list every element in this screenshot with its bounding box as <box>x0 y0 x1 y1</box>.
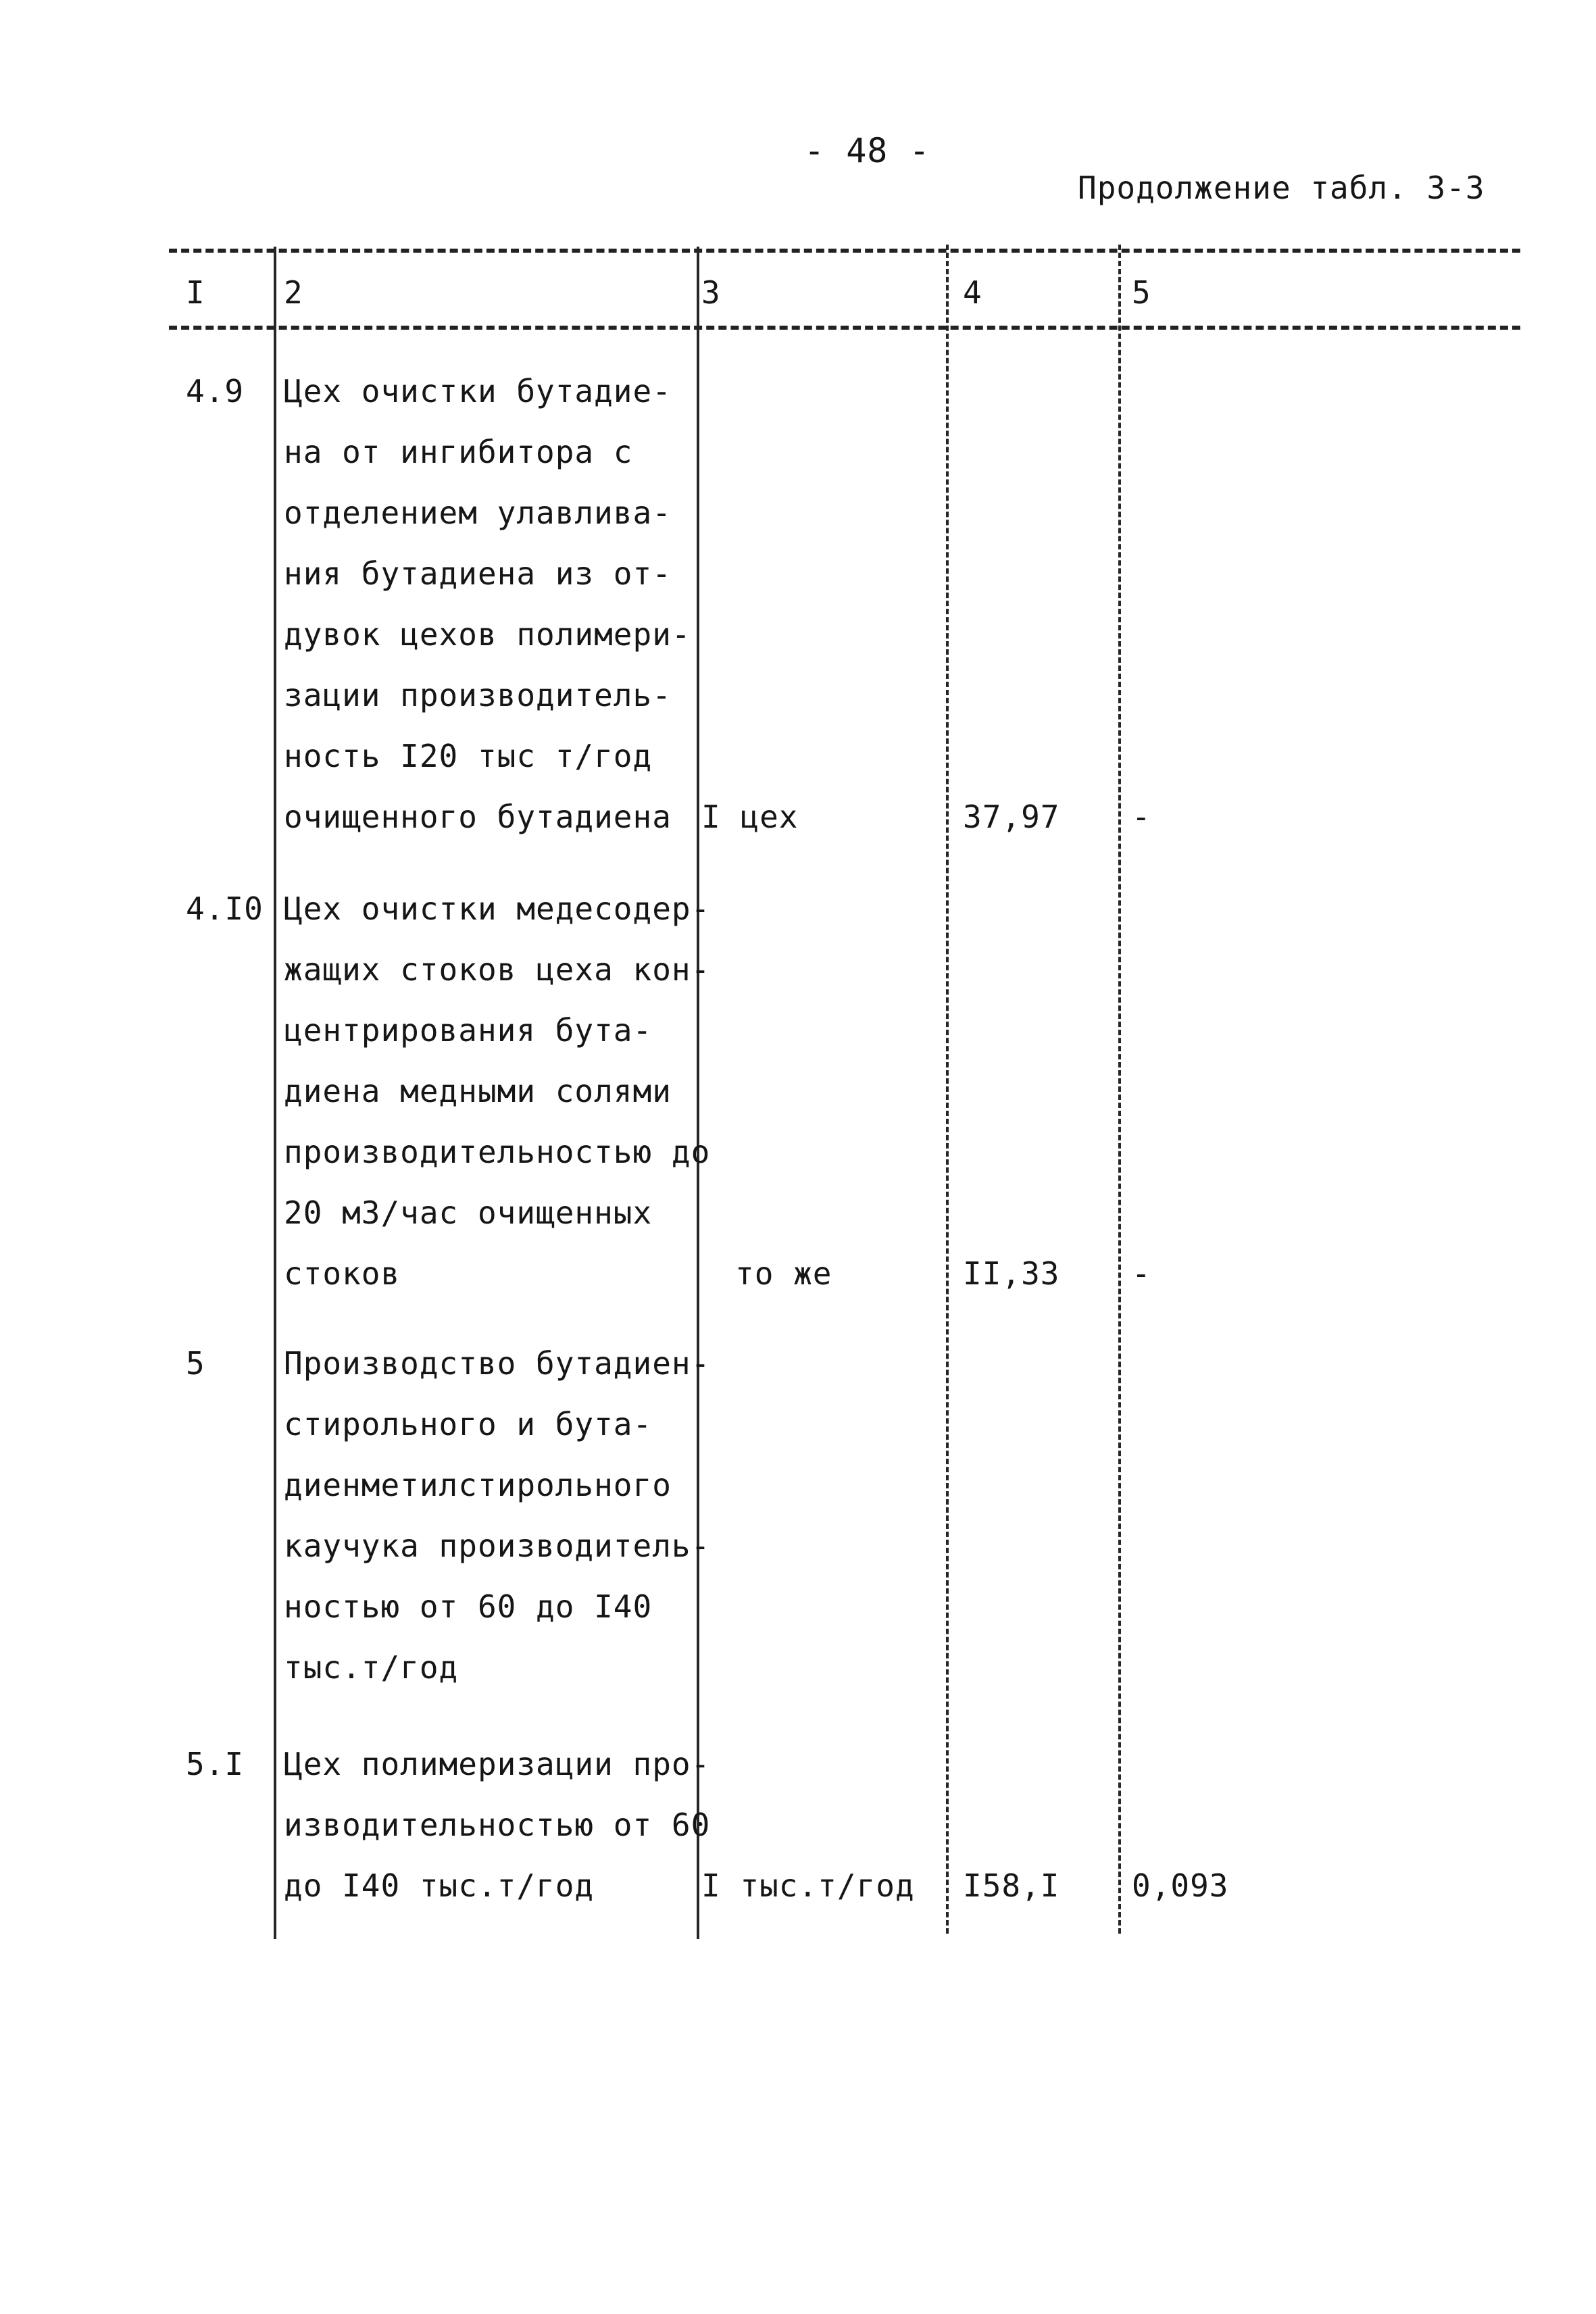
row-extra: 0,093 <box>1132 1867 1229 1904</box>
row-description-line: Цех очистки медесодер- <box>284 890 711 927</box>
row-description-line: Цех очистки бутадие- <box>284 373 672 409</box>
row-description-line: центрирования бута- <box>284 1012 653 1049</box>
header-top-rule <box>169 249 1520 253</box>
column-header-3: 3 <box>701 274 721 311</box>
row-description-line: стоков <box>284 1255 401 1292</box>
row-description-line: 20 м3/час очищенных <box>284 1194 653 1231</box>
row-description-line: жащих стоков цеха кон- <box>284 951 711 988</box>
column-divider-1 <box>274 247 276 1939</box>
row-description-line: дувок цехов полимери- <box>284 616 691 653</box>
row-unit: I тыс.т/год <box>701 1867 915 1904</box>
row-description-line: ность I20 тыс т/год <box>284 738 653 774</box>
row-description-line: производительностью до <box>284 1134 711 1170</box>
row-description-line: Производство бутадиен- <box>284 1345 711 1382</box>
column-header-2: 2 <box>284 274 303 311</box>
row-unit: то же <box>735 1255 832 1292</box>
row-description-line: до I40 тыс.т/год <box>284 1867 595 1904</box>
row-value: I58,I <box>963 1867 1060 1904</box>
row-number: 4.9 <box>186 373 245 409</box>
row-description-line: диена медными солями <box>284 1073 672 1109</box>
row-value: 37,97 <box>963 799 1060 835</box>
row-description-line: ния бутадиена из от- <box>284 555 672 592</box>
row-description-line: ностью от 60 до I40 <box>284 1588 653 1625</box>
column-header-5: 5 <box>1132 274 1151 311</box>
row-number: 4.I0 <box>186 890 264 927</box>
column-header-1: I <box>186 274 205 311</box>
row-unit: I цех <box>701 799 799 835</box>
row-extra: - <box>1132 1255 1151 1292</box>
column-header-4: 4 <box>963 274 982 311</box>
row-extra: - <box>1132 799 1151 835</box>
row-number: 5 <box>186 1345 205 1382</box>
row-description-line: на от ингибитора с <box>284 434 633 470</box>
row-description-line: зации производитель- <box>284 677 672 713</box>
table-continuation-caption: Продолжение табл. 3-3 <box>1078 170 1485 206</box>
row-description-line: стирольного и бута- <box>284 1406 653 1442</box>
row-description-line: изводительностью от 60 <box>284 1807 711 1843</box>
header-bottom-rule <box>169 326 1520 330</box>
row-number: 5.I <box>186 1746 245 1782</box>
row-description-line: очищенного бутадиена <box>284 799 672 835</box>
page-number: - 48 - <box>804 131 930 170</box>
column-divider-4 <box>1118 245 1121 1934</box>
row-description-line: тыс.т/год <box>284 1649 459 1686</box>
row-description-line: Цех полимеризации про- <box>284 1746 711 1782</box>
row-description-line: отделением улавлива- <box>284 495 672 531</box>
column-divider-2 <box>697 247 699 1939</box>
row-value: II,33 <box>963 1255 1060 1292</box>
column-divider-3 <box>946 245 949 1934</box>
row-description-line: каучука производитель- <box>284 1528 711 1564</box>
row-description-line: диенметилстирольного <box>284 1467 672 1503</box>
